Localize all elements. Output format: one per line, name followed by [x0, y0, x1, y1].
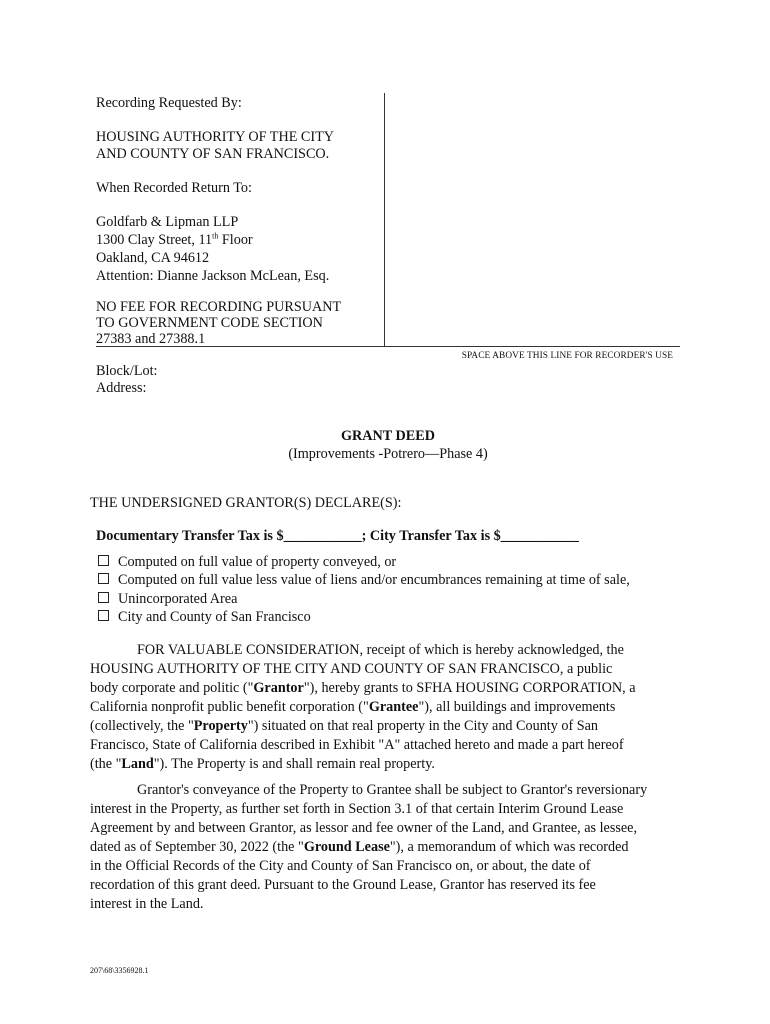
transfer-tax-line: Documentary Transfer Tax is $___________; City Transfer Tax is $___________ [96, 528, 579, 544]
return-to-attention: Attention: Dianne Jackson McLean, Esq. [96, 268, 330, 284]
no-fee-line-3: 27383 and 27388.1 [96, 331, 206, 347]
no-fee-line-2: TO GOVERNMENT CODE SECTION [96, 315, 323, 331]
block-lot-label: Block/Lot: [96, 363, 158, 379]
checkbox-box[interactable] [98, 555, 109, 566]
recorder-space-note: SPACE ABOVE THIS LINE FOR RECORDER'S USE [461, 351, 673, 361]
address-label: Address: [96, 380, 147, 396]
checkbox-row[interactable] [98, 572, 630, 589]
checkbox-box[interactable] [98, 610, 109, 621]
recording-requested-by-label: Recording Requested By: [96, 95, 242, 111]
checkbox-label: Computed on full value of property conveyed, or [118, 554, 397, 570]
when-recorded-return-to-label: When Recorded Return To: [96, 180, 252, 196]
checkbox-label: Unincorporated Area [118, 591, 238, 607]
deed-title: GRANT DEED [341, 428, 435, 444]
requester-line-2: AND COUNTY OF SAN FRANCISCO. [96, 146, 330, 162]
checkbox-row[interactable] [98, 591, 237, 608]
document-number-footer: 207\68\3356928.1 [90, 966, 149, 975]
return-to-name: Goldfarb & Lipman LLP [96, 214, 239, 230]
consideration-paragraph: FOR VALUABLE CONSIDERATION, receipt of which is hereby acknowledged, the HOUSING AUTHORITY OF THE CITY AND COUNTY OF SAN FRANCISCO, a public body corporate and politic ("Grantor"), hereby grants to SFHA HOUSING CORPORATION, a California nonprofit public benefit corporation ("Grantee"), all buildings and improvements (collectively, the "Property") situated on that real property in the City and County of San Francisco, State of California described in Exhibit "A" attached hereto and made a part hereof (the "Land"). The Property is and shall remain real property. [90, 642, 636, 772]
return-to-city: Oakland, CA 94612 [96, 250, 210, 266]
checkbox-label: City and County of San Francisco [118, 609, 311, 625]
checkbox-row[interactable] [98, 554, 396, 571]
reversionary-interest-paragraph: Grantor's conveyance of the Property to Grantee shall be subject to Grantor's reversionary interest in the Property, as further set forth in Section 3.1 of that certain Interim Ground Lease Agreement by and between Grantor, as lessor and fee owner of the Land, and Grantee, as lessee, dated as of September 30, 2022 (the "Ground Lease"), a memorandum of which was recorded in the Official Records of the City and County of San Francisco on, or about, the date of recordation of this grant deed. Pursuant to the Ground Lease, Grantor has reserved its fee interest in the Land. [90, 782, 648, 912]
checkbox-box[interactable] [98, 573, 109, 584]
return-to-street: 1300 Clay Street, 11th Floor [96, 231, 253, 248]
grantor-declaration: THE UNDERSIGNED GRANTOR(S) DECLARE(S): [90, 495, 402, 511]
checkbox-row[interactable] [98, 609, 311, 626]
requester-line-1: HOUSING AUTHORITY OF THE CITY [96, 129, 335, 145]
deed-subtitle: (Improvements -Potrero—Phase 4) [288, 446, 488, 462]
checkbox-label: Computed on full value less value of liens and/or encumbrances remaining at time of sale, [118, 572, 630, 588]
no-fee-line-1: NO FEE FOR RECORDING PURSUANT [96, 299, 342, 315]
checkbox-box[interactable] [98, 592, 109, 603]
recorder-box-vertical-rule [384, 93, 385, 346]
